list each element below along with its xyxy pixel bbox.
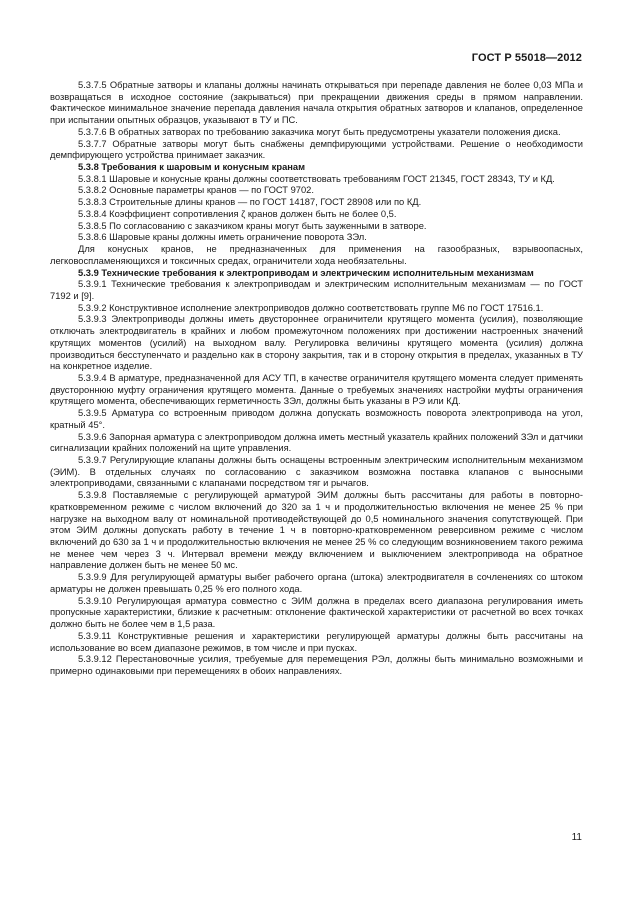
clause-5-3-8-2: 5.3.8.2 Основные параметры кранов — по ГОСТ 9702. — [78, 185, 314, 196]
clause-5-3-8-5: 5.3.8.5 По согласованию с заказчиком краны могут быть зауженными в затворе. — [78, 220, 427, 231]
clause-5-3-9-10: 5.3.9.10 Регулирующая арматура совместно с ЭИМ должна в пределах всего диапазона регулирования иметь пропускные характеристики, близкие к расчетным: отклонение фактической характеристики от расчетной во всех точках должно быть не более чем в 1,5 раза. — [50, 595, 583, 630]
clause-5-3-9-4: 5.3.9.4 В арматуре, предназначенной для АСУ ТП, в качестве ограничителя крутящего момента следует применять двустороннюю муфту ограничения крутящего момента. Данные о требуемых значениях настройки муфты ограничения крутящего момента, обеспечивающих герметичность ЗЭл, должны быть указаны в РЭ или КД. — [50, 372, 583, 407]
clause-5-3-9-5: 5.3.9.5 Арматура со встроенным приводом должна допускать возможность поворота электропривода на угол, кратный 45°. — [50, 408, 583, 430]
clause-5-3-9-11: 5.3.9.11 Конструктивные решения и характеристики регулирующей арматуры должны быть рассчитаны на использование во всем диапазоне режимов, в том числе и при пусках. — [50, 630, 583, 653]
clause-5-3-7-6: 5.3.7.6 В обратных затворах по требованию заказчика могут быть предусмотрены указатели положения диска. — [78, 126, 561, 137]
clause-5-3-8-6: 5.3.8.6 Шаровые краны должны иметь ограничение поворота ЗЭл. — [78, 232, 367, 243]
clause-5-3-7-7: 5.3.7.7 Обратные затворы могут быть снабжены демпфирующими устройствами. Решение о необходимости демпфирующего устройства принимает заказчик. — [50, 138, 583, 161]
clause-5-3-9-9: 5.3.9.9 Для регулирующей арматуры выбег рабочего органа (штока) электродвигателя в сочленениях со штоком арматуры не должен превышать 0,25 % его полного хода. — [50, 572, 583, 594]
section-heading-5-3-8: 5.3.8 Требования к шаровым и конусным кранам — [78, 162, 306, 173]
clause-5-3-9-7: 5.3.9.7 Регулирующие клапаны должны быть оснащены встроенным электрическим исполнительным механизмом (ЭИМ). В отдельных случаях по согласованию с заказчиком возможна поставка клапанов с выносными электроприводами, связанными с клапанами посредством тяг и рычагов. — [50, 455, 583, 489]
document-header: ГОСТ Р 55018—2012 — [471, 52, 582, 64]
clause-5-3-7-5: 5.3.7.5 Обратные затворы и клапаны должны начинать открываться при перепаде давления не более 0,03 МПа и возвращаться в исходное состояние (закрываться) при прекращении движения среды в прямом направлении. Фактическое минимальное значение перепада давления начала открытия обратных затворов и клапанов, определенное при испытании опытных образцов, указывают в ТУ и ПС. — [50, 80, 583, 126]
section-heading-5-3-9: 5.3.9 Технические требования к электроприводам и электрическим исполнительным механизмам — [78, 267, 534, 278]
clause-5-3-9-6: 5.3.9.6 Запорная арматура с электроприводом должна иметь местный указатель крайних положений ЗЭл и датчики сигнализации крайних положений на щите управления. — [50, 431, 583, 454]
clause-5-3-8-3: 5.3.8.3 Строительные длины кранов — по ГОСТ 14187, ГОСТ 28908 или по КД. — [78, 197, 422, 208]
page-number: 11 — [571, 832, 582, 843]
clause-5-3-9-3: 5.3.9.3 Электроприводы должны иметь двустороннее ограничители крутящего момента (усилия), позволяющие отключать электродвигатель в крайних и любом промежуточном положениях при достижении настроенных значений крутящих моментов (усилий) на выходном валу. Регулировка величины крутящего момента (усилия) должна производиться бесступенчато и раздельно как в сторону закрытия, так и в сторону открытия в пределах, указанных в ТУ на конкретное изделие. — [50, 314, 583, 372]
clause-5-3-8-6-note: Для конусных кранов, не предназначенных для применения на газообразных, взрывоопасных, легковоспламеняющихся и токсичных средах, ограничители хода необязательны. — [50, 244, 583, 266]
clause-5-3-8-4: 5.3.8.4 Коэффициент сопротивления ζ кранов должен быть не более 0,5. — [78, 208, 397, 219]
clause-5-3-8-1: 5.3.8.1 Шаровые и конусные краны должны соответствовать требованиям ГОСТ 21345, ГОСТ 28343, ТУ и КД. — [78, 173, 555, 184]
clause-5-3-9-8: 5.3.9.8 Поставляемые с регулирующей арматурой ЭИМ должны быть рассчитаны для работы в повторно-кратковременном режиме с числом включений до 320 за 1 ч и продолжительностью включения не менее 25 % при нагрузке на выходном валу от номинальной противодействующей до 0,5 номинального значения сопутствующей. При этом ЭИМ должны допускать работу в течение 1 ч в повторно-кратковременном реверсивном режиме с числом включений до 630 за 1 ч и продолжительностью включения не менее 25 % со следующим возникновением такого режима не менее чем через 3 ч. Интервал времени между включением и выключением электропривода на обратное направление должен быть не менее 50 мс. — [50, 490, 583, 571]
document-body — [50, 80, 583, 678]
clause-5-3-9-12: 5.3.9.12 Перестановочные усилия, требуемые для перемещения РЭл, должны быть минимально возможными и примерно одинаковыми при перемещениях в обоих направлениях. — [50, 654, 583, 676]
clause-5-3-9-1: 5.3.9.1 Технические требования к электроприводам и электрическим исполнительным механизмам — по ГОСТ 7192 и [9]. — [50, 279, 583, 301]
clause-5-3-9-2: 5.3.9.2 Конструктивное исполнение электроприводов должно соответствовать группе М6 по ГОСТ 17516.1. — [78, 302, 544, 313]
